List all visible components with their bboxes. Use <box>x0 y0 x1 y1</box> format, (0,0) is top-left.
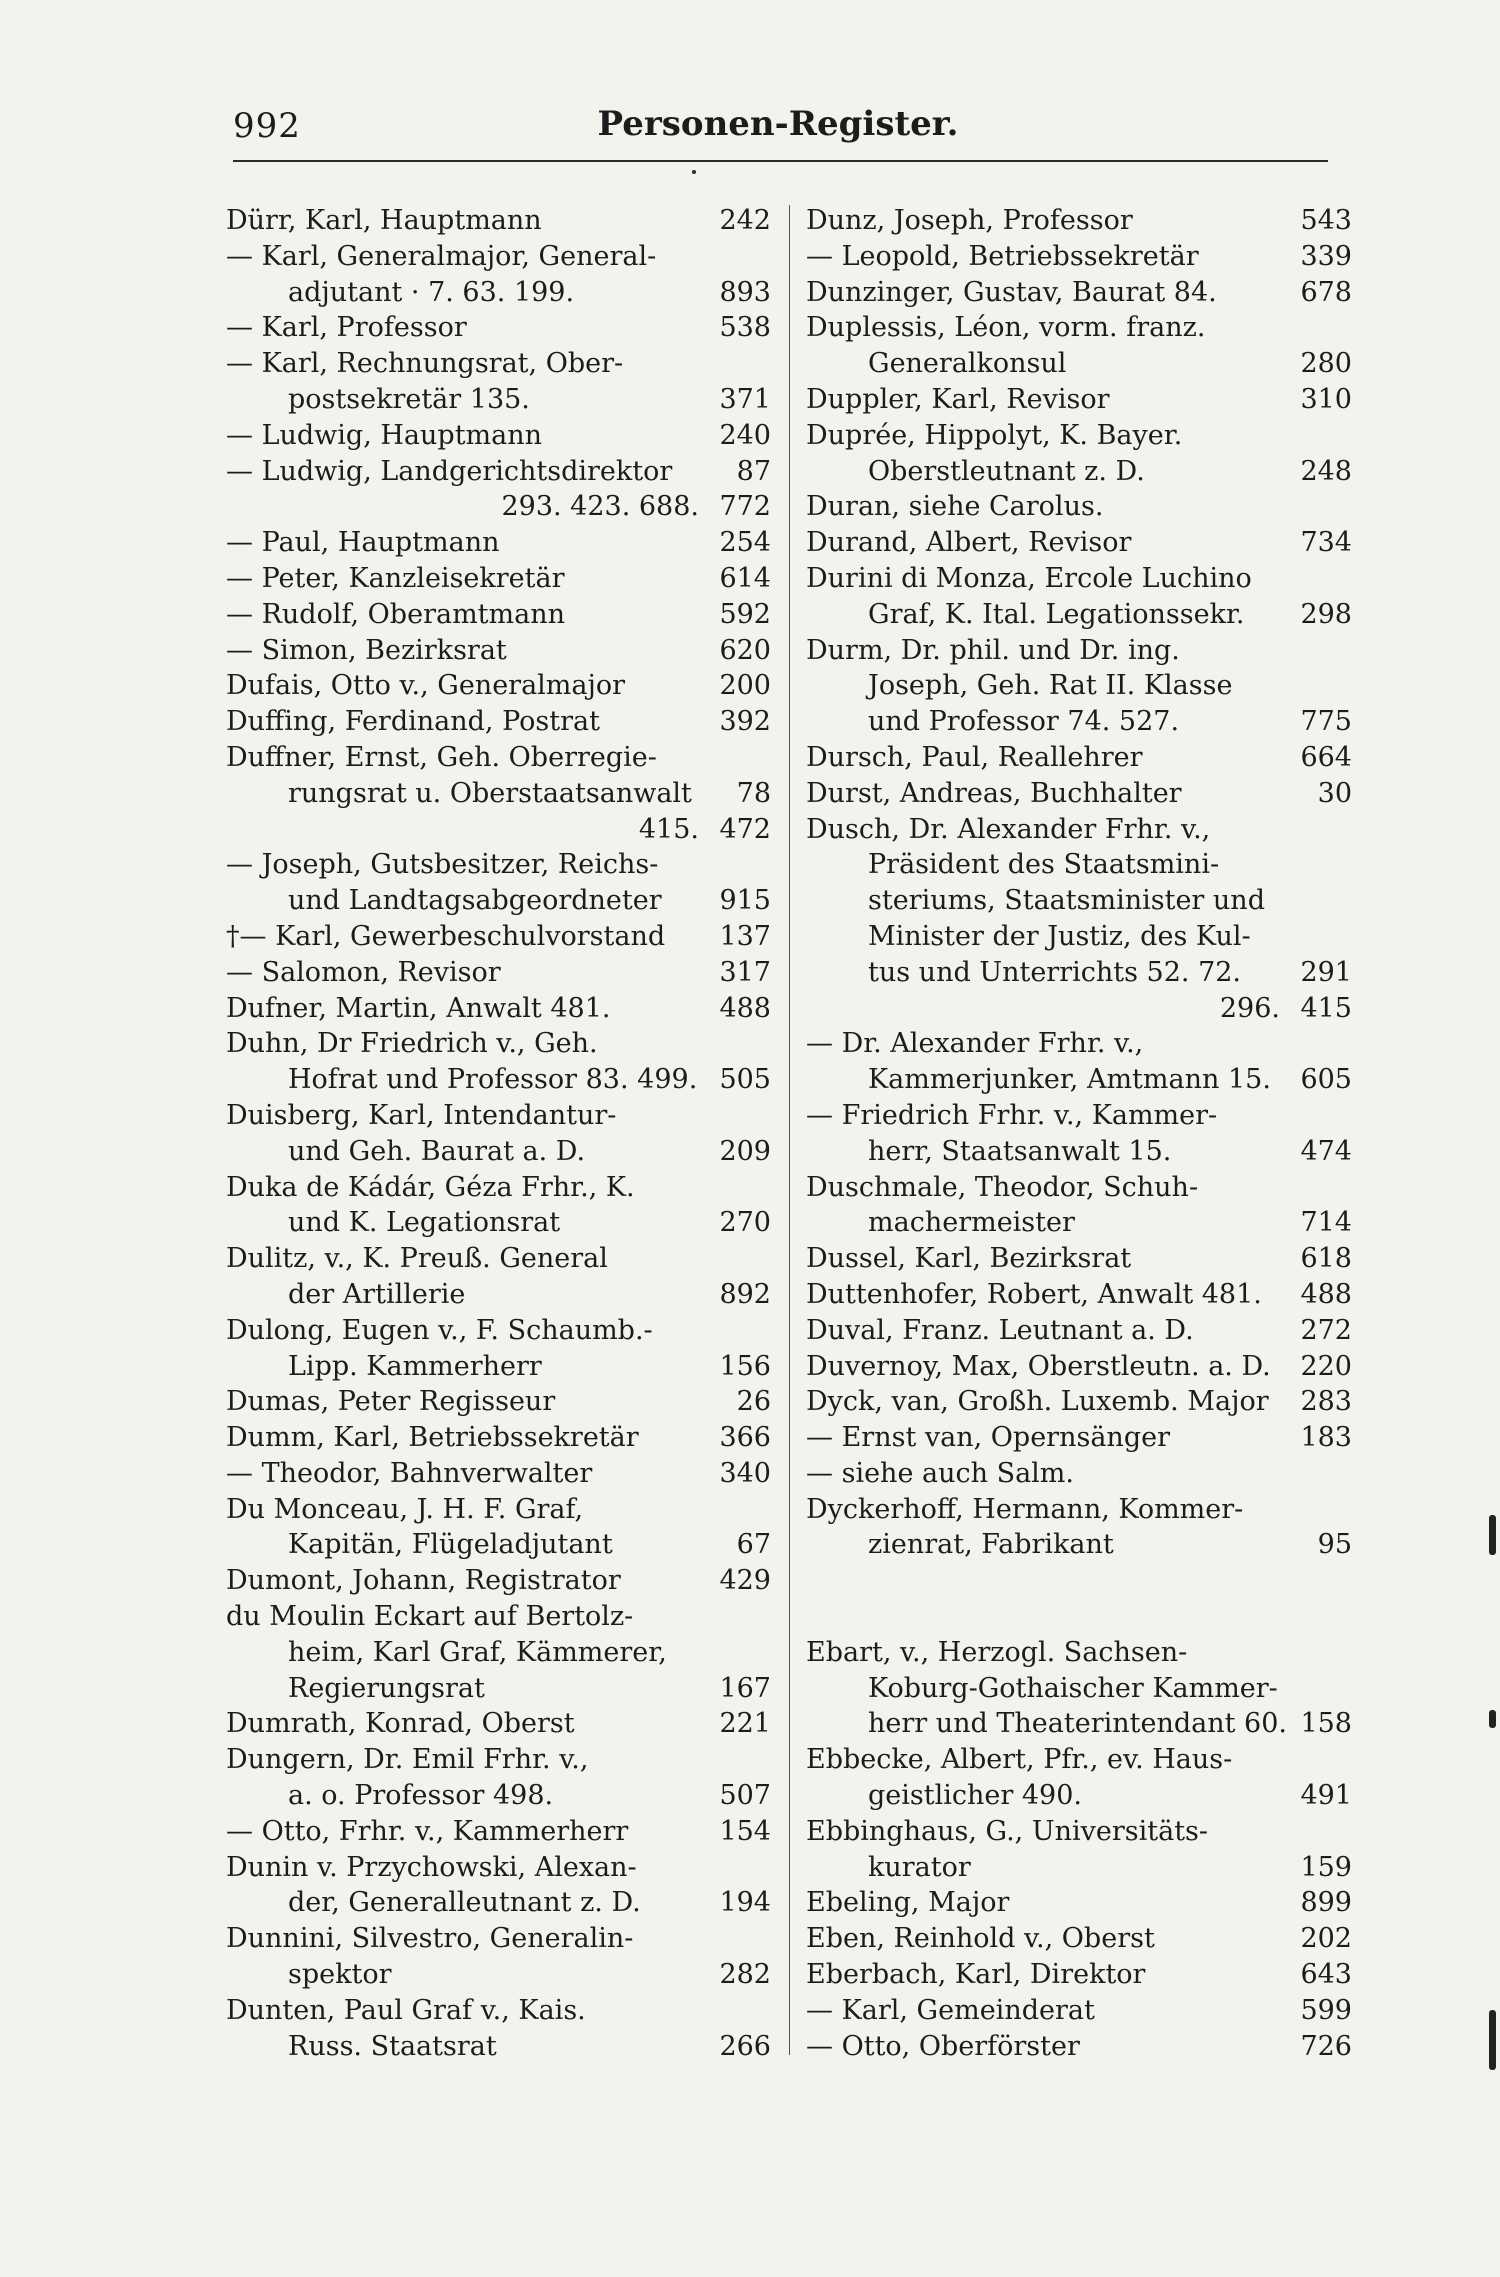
register-line <box>226 1098 771 1134</box>
page-reference: 592 <box>719 598 771 630</box>
register-line <box>806 883 1352 919</box>
register-line <box>806 633 1352 669</box>
section-gap <box>806 1563 1352 1635</box>
register-line <box>226 847 771 883</box>
entry-text: Duhn, Dr Friedrich v., Geh. <box>226 1028 598 1060</box>
register-line <box>806 1671 1352 1707</box>
page-reference: 240 <box>719 419 771 451</box>
entry-text: Joseph, Geh. Rat II. Klasse <box>868 670 1233 702</box>
edge-mark <box>1489 1710 1496 1728</box>
entry-text: du Moulin Eckart auf Bertolz- <box>226 1601 634 1633</box>
register-line <box>806 1098 1352 1134</box>
entry-text: — Rudolf, Oberamtmann <box>226 598 566 630</box>
right-column <box>806 203 1352 2064</box>
register-line <box>806 382 1352 418</box>
entry-text: — Theodor, Bahnverwalter <box>226 1457 593 1489</box>
register-line <box>226 1277 771 1313</box>
register-line <box>806 454 1352 490</box>
register-line <box>806 1170 1352 1206</box>
page-reference: 429 <box>719 1565 771 1597</box>
entry-text: — Leopold, Betriebssekretär <box>806 240 1199 272</box>
page-reference: 643 <box>1300 1959 1352 1991</box>
entry-text: Dungern, Dr. Emil Frhr. v., <box>226 1744 589 1776</box>
page-reference: 734 <box>1300 527 1352 559</box>
register-line <box>226 1671 771 1707</box>
entry-text: Russ. Staatsrat <box>288 2030 497 2062</box>
entry-text: Dumm, Karl, Betriebssekretär <box>226 1422 639 1454</box>
page-reference: 538 <box>719 312 771 344</box>
entry-text: Dumont, Johann, Registrator <box>226 1565 621 1597</box>
register-line <box>226 1349 771 1385</box>
register-line <box>226 203 771 239</box>
page-reference: 67 <box>736 1529 771 1561</box>
page-reference: 220 <box>1300 1350 1352 1382</box>
register-line <box>806 1384 1352 1420</box>
page-number: 992 <box>233 106 301 146</box>
register-line <box>226 1635 771 1671</box>
entry-text: — Salomon, Revisor <box>226 956 501 988</box>
register-line <box>226 1492 771 1528</box>
page-reference: 159 <box>1300 1851 1352 1883</box>
page-reference: 30 <box>1317 777 1352 809</box>
register-line <box>226 704 771 740</box>
entry-text: — siehe auch Salm. <box>806 1457 1074 1489</box>
register-line <box>806 1026 1352 1062</box>
entry-text: Durand, Albert, Revisor <box>806 527 1132 559</box>
entry-text: Ebbinghaus, G., Universitäts- <box>806 1815 1209 1847</box>
register-line <box>226 1742 771 1778</box>
entry-text: Duprée, Hippolyt, K. Bayer. <box>806 419 1183 451</box>
entry-text: Dussel, Karl, Bezirksrat <box>806 1243 1132 1275</box>
register-line <box>226 597 771 633</box>
page-reference: 678 <box>1300 276 1352 308</box>
entry-text: — Otto, Oberförster <box>806 2030 1080 2062</box>
register-line <box>806 275 1352 311</box>
entry-text: Dusch, Dr. Alexander Frhr. v., <box>806 813 1211 845</box>
register-line <box>806 1706 1352 1742</box>
register-line <box>226 561 771 597</box>
entry-text: kurator <box>868 1851 971 1883</box>
entry-text: — Peter, Kanzleisekretär <box>226 562 565 594</box>
entry-text: Duvernoy, Max, Oberstleutn. a. D. <box>806 1350 1271 1382</box>
page-reference: 618 <box>1300 1243 1352 1275</box>
page-reference: 209 <box>719 1135 771 1167</box>
register-line <box>226 1563 771 1599</box>
page-reference: 543 <box>1300 205 1352 236</box>
register-line <box>226 489 771 525</box>
page-reference: 248 <box>1300 455 1352 487</box>
page-reference: 154 <box>719 1815 771 1847</box>
entry-text: Generalkonsul <box>868 348 1067 380</box>
entry-text: Minister der Justiz, des Kul- <box>868 920 1251 952</box>
entry-text: Ebbecke, Albert, Pfr., ev. Haus- <box>806 1744 1233 1776</box>
entry-text: Kammerjunker, Amtmann 15. <box>868 1064 1271 1096</box>
entry-text: herr und Theaterintendant 60. <box>868 1708 1288 1740</box>
entry-text: Dunin v. Przychowski, Alexan- <box>226 1851 637 1883</box>
entry-text: 293. 423. 688. <box>501 491 699 523</box>
register-line <box>226 1885 771 1921</box>
entry-text: Präsident des Staatsmini- <box>868 849 1220 881</box>
register-line <box>806 1921 1352 1957</box>
register-line <box>226 1814 771 1850</box>
entry-text: zienrat, Fabrikant <box>868 1529 1114 1561</box>
register-line <box>226 1313 771 1349</box>
page-reference: 714 <box>1300 1207 1352 1239</box>
entry-text: Dumrath, Konrad, Oberst <box>226 1708 575 1740</box>
page-reference: 158 <box>1300 1708 1352 1740</box>
register-line <box>226 1527 771 1563</box>
entry-text: Duttenhofer, Robert, Anwalt 481. <box>806 1278 1262 1310</box>
entry-text: Dunnini, Silvestro, Generalin- <box>226 1923 634 1955</box>
page-reference: 137 <box>719 920 771 952</box>
register-line <box>806 991 1352 1027</box>
register-line <box>806 597 1352 633</box>
register-line <box>806 847 1352 883</box>
page-reference: 200 <box>719 670 771 702</box>
page-reference: 474 <box>1300 1135 1352 1167</box>
page-reference: 298 <box>1300 598 1352 630</box>
register-line <box>226 1170 771 1206</box>
register-line <box>226 239 771 275</box>
entry-text: Dunzinger, Gustav, Baurat 84. <box>806 276 1217 308</box>
page-reference: 614 <box>719 562 771 594</box>
page-reference: 599 <box>1300 1994 1352 2026</box>
register-line <box>806 346 1352 382</box>
register-line <box>226 1993 771 2029</box>
register-line <box>226 1599 771 1635</box>
entry-text: Duffner, Ernst, Geh. Oberregie- <box>226 741 657 773</box>
page-reference: 371 <box>719 383 771 415</box>
page-reference: 488 <box>1300 1278 1352 1310</box>
entry-text: und Professor 74. 527. <box>868 706 1180 738</box>
register-line <box>226 955 771 991</box>
page-reference: 893 <box>719 276 771 308</box>
register-line <box>806 2029 1352 2065</box>
register-line <box>226 1420 771 1456</box>
register-line <box>806 1134 1352 1170</box>
register-line <box>226 1778 771 1814</box>
register-line <box>226 740 771 776</box>
entry-text: Duppler, Karl, Revisor <box>806 383 1110 415</box>
page-header <box>233 102 1323 154</box>
page-reference: 339 <box>1300 240 1352 272</box>
entry-text: — Dr. Alexander Frhr. v., <box>806 1028 1144 1060</box>
register-line <box>806 812 1352 848</box>
page-reference: 270 <box>719 1207 771 1239</box>
entry-text: tus und Unterrichts 52. 72. <box>868 956 1242 988</box>
register-line <box>806 1205 1352 1241</box>
entry-text: — Simon, Bezirksrat <box>226 634 507 666</box>
page-reference: 505 <box>719 1064 771 1096</box>
entry-text: Durini di Monza, Ercole Luchino <box>806 562 1252 594</box>
entry-text: postsekretär 135. <box>288 383 530 415</box>
register-line <box>806 1885 1352 1921</box>
register-line <box>226 1134 771 1170</box>
entry-text: adjutant · 7. 63. 199. <box>288 276 575 308</box>
register-line <box>806 310 1352 346</box>
register-line <box>226 454 771 490</box>
register-line <box>806 776 1352 812</box>
entry-text: Dumas, Peter Regisseur <box>226 1386 556 1418</box>
entry-text: a. o. Professor 498. <box>288 1780 554 1812</box>
entry-text: Ebeling, Major <box>806 1887 1010 1919</box>
entry-text: Dürr, Karl, Hauptmann <box>226 205 542 236</box>
register-line <box>806 955 1352 991</box>
page-reference: 340 <box>719 1457 771 1489</box>
entry-text: Duval, Franz. Leutnant a. D. <box>806 1314 1194 1346</box>
register-line <box>226 1384 771 1420</box>
entry-text: herr, Staatsanwalt 15. <box>868 1135 1172 1167</box>
entry-text: — Karl, Generalmajor, General- <box>226 240 657 272</box>
running-title: Personen-Register. <box>597 104 959 144</box>
page-reference: 272 <box>1300 1314 1352 1346</box>
register-line <box>806 1456 1352 1492</box>
entry-text: †— Karl, Gewerbeschulvorstand <box>226 920 666 952</box>
left-column <box>226 203 771 2064</box>
page-reference: 605 <box>1300 1064 1352 1096</box>
register-line <box>226 776 771 812</box>
register-line <box>226 919 771 955</box>
page-reference: 775 <box>1300 706 1352 738</box>
register-line <box>806 1420 1352 1456</box>
page-reference: 202 <box>1300 1923 1352 1955</box>
register-line <box>806 919 1352 955</box>
entry-text: — Joseph, Gutsbesitzer, Reichs- <box>226 849 659 881</box>
entry-text: Graf, K. Ital. Legationssekr. <box>868 598 1245 630</box>
page-reference: 620 <box>719 634 771 666</box>
page-reference: 283 <box>1300 1386 1352 1418</box>
page-reference: 392 <box>719 706 771 738</box>
page-reference: 280 <box>1300 348 1352 380</box>
register-line <box>226 1026 771 1062</box>
entry-text: Dyckerhoff, Hermann, Kommer- <box>806 1493 1244 1525</box>
register-line <box>806 561 1352 597</box>
entry-text: Eben, Reinhold v., Oberst <box>806 1923 1155 1955</box>
page-reference: 772 <box>719 491 771 523</box>
register-line <box>226 525 771 561</box>
entry-text: spektor <box>288 1959 392 1991</box>
page-reference: 282 <box>719 1959 771 1991</box>
entry-text: Duisberg, Karl, Intendantur- <box>226 1099 617 1131</box>
register-line <box>226 668 771 704</box>
entry-text: 415. <box>638 813 699 845</box>
entry-text: Du Monceau, J. H. F. Graf, <box>226 1493 584 1525</box>
register-line <box>806 489 1352 525</box>
register-line <box>226 2029 771 2065</box>
edge-mark <box>1489 1515 1496 1555</box>
register-line <box>806 1850 1352 1886</box>
register-line <box>226 1205 771 1241</box>
register-line <box>806 1635 1352 1671</box>
page-reference: 26 <box>736 1386 771 1418</box>
entry-text: — Karl, Professor <box>226 312 467 344</box>
entry-text: der Artillerie <box>288 1278 466 1310</box>
page-reference: 491 <box>1300 1780 1352 1812</box>
entry-text: Dufais, Otto v., Generalmajor <box>226 670 626 702</box>
header-rule <box>233 160 1328 162</box>
entry-text: Oberstleutnant z. D. <box>868 455 1145 487</box>
register-line <box>226 812 771 848</box>
column-divider <box>789 205 790 2055</box>
page-reference: 183 <box>1300 1422 1352 1454</box>
page-reference: 310 <box>1300 383 1352 415</box>
register-line <box>226 1456 771 1492</box>
register-line <box>806 1993 1352 2029</box>
page-reference: 317 <box>719 956 771 988</box>
register-line <box>226 382 771 418</box>
register-line <box>226 1957 771 1993</box>
page-reference: 488 <box>719 992 771 1024</box>
register-line <box>806 740 1352 776</box>
entry-text: Duka de Kádár, Géza Frhr., K. <box>226 1171 635 1203</box>
register-line <box>226 1241 771 1277</box>
entry-text: Dursch, Paul, Reallehrer <box>806 741 1143 773</box>
entry-text: — Karl, Gemeinderat <box>806 1994 1095 2026</box>
entry-text: — Otto, Frhr. v., Kammerherr <box>226 1815 629 1847</box>
entry-text: — Paul, Hauptmann <box>226 527 500 559</box>
page-reference: 291 <box>1300 956 1352 988</box>
entry-text: Durst, Andreas, Buchhalter <box>806 777 1182 809</box>
page-reference: 254 <box>719 527 771 559</box>
register-line <box>226 1706 771 1742</box>
register-line <box>806 239 1352 275</box>
entry-text: Duplessis, Léon, vorm. franz. <box>806 312 1206 344</box>
register-line <box>806 1778 1352 1814</box>
entry-text: Dulong, Eugen v., F. Schaumb.- <box>226 1314 653 1346</box>
entry-text: Regierungsrat <box>288 1672 485 1704</box>
edge-mark <box>1489 2010 1496 2070</box>
page-reference: 892 <box>719 1278 771 1310</box>
register-line <box>226 1062 771 1098</box>
page-reference: 95 <box>1317 1529 1352 1561</box>
entry-text: und Landtagsabgeordneter <box>288 885 662 917</box>
register-line <box>806 1492 1352 1528</box>
register-line <box>226 275 771 311</box>
page-reference: 472 <box>719 813 771 845</box>
register-line <box>226 418 771 454</box>
entry-text: — Karl, Rechnungsrat, Ober- <box>226 348 624 380</box>
page-reference: 242 <box>719 205 771 236</box>
entry-text: und K. Legationsrat <box>288 1207 561 1239</box>
entry-text: machermeister <box>868 1207 1075 1239</box>
entry-text: Dulitz, v., K. Preuß. General <box>226 1243 608 1275</box>
register-line <box>806 1277 1352 1313</box>
entry-text: heim, Karl Graf, Kämmerer, <box>288 1636 667 1668</box>
register-line <box>806 1527 1352 1563</box>
register-line <box>806 1957 1352 1993</box>
entry-text: Lipp. Kammerherr <box>288 1350 542 1382</box>
entry-text: Dufner, Martin, Anwalt 481. <box>226 992 611 1024</box>
register-line <box>806 1349 1352 1385</box>
page-reference: 156 <box>719 1350 771 1382</box>
page-reference: 266 <box>719 2030 771 2062</box>
entry-text: Eberbach, Karl, Direktor <box>806 1959 1146 1991</box>
entry-text: Ebart, v., Herzogl. Sachsen- <box>806 1636 1188 1668</box>
page-reference: 915 <box>719 885 771 917</box>
register-line <box>806 525 1352 561</box>
entry-text: Duran, siehe Carolus. <box>806 491 1104 523</box>
entry-text: Duffing, Ferdinand, Postrat <box>226 706 600 738</box>
entry-text: der, Generalleutnant z. D. <box>288 1887 641 1919</box>
entry-text: Duschmale, Theodor, Schuh- <box>806 1171 1199 1203</box>
register-line <box>806 1742 1352 1778</box>
page-reference: 78 <box>736 777 771 809</box>
entry-text: — Ludwig, Landgerichtsdirektor <box>226 455 673 487</box>
register-line <box>806 668 1352 704</box>
entry-text: Hofrat und Professor 83. 499. <box>288 1064 698 1096</box>
entry-text: rungsrat u. Oberstaatsanwalt <box>288 777 692 809</box>
header-dot <box>692 170 696 174</box>
entry-text: Durm, Dr. phil. und Dr. ing. <box>806 634 1180 666</box>
register-line <box>806 203 1352 239</box>
page-reference: 194 <box>719 1887 771 1919</box>
page-reference: 899 <box>1300 1887 1352 1919</box>
entry-text: — Ernst van, Opernsänger <box>806 1422 1170 1454</box>
register-line <box>226 310 771 346</box>
page-reference: 366 <box>719 1422 771 1454</box>
entry-text: geistlicher 490. <box>868 1780 1082 1812</box>
register-line <box>226 991 771 1027</box>
entry-text: Dyck, van, Großh. Luxemb. Major <box>806 1386 1269 1418</box>
entry-text: Dunten, Paul Graf v., Kais. <box>226 1994 586 2026</box>
page-reference: 87 <box>736 455 771 487</box>
register-line <box>226 346 771 382</box>
page-reference: 726 <box>1300 2030 1352 2062</box>
register-line <box>226 883 771 919</box>
register-line <box>226 1850 771 1886</box>
register-line <box>806 704 1352 740</box>
register-line <box>226 1921 771 1957</box>
entry-text: Koburg-Gothaischer Kammer- <box>868 1672 1278 1704</box>
entry-text: steriums, Staatsminister und <box>868 885 1265 917</box>
page-reference: 167 <box>719 1672 771 1704</box>
register-line <box>226 633 771 669</box>
entry-text: — Friedrich Frhr. v., Kammer- <box>806 1099 1218 1131</box>
page-reference: 507 <box>719 1780 771 1812</box>
page-reference: 664 <box>1300 741 1352 773</box>
entry-text: Dunz, Joseph, Professor <box>806 205 1133 236</box>
register-line <box>806 1313 1352 1349</box>
register-line <box>806 1241 1352 1277</box>
entry-text: 296. <box>1219 992 1280 1024</box>
register-line <box>806 418 1352 454</box>
page-reference: 415 <box>1300 992 1352 1024</box>
entry-text: und Geh. Baurat a. D. <box>288 1135 586 1167</box>
register-line <box>806 1062 1352 1098</box>
entry-text: — Ludwig, Hauptmann <box>226 419 543 451</box>
page-reference: 221 <box>719 1708 771 1740</box>
register-line <box>806 1814 1352 1850</box>
entry-text: Kapitän, Flügeladjutant <box>288 1529 613 1561</box>
